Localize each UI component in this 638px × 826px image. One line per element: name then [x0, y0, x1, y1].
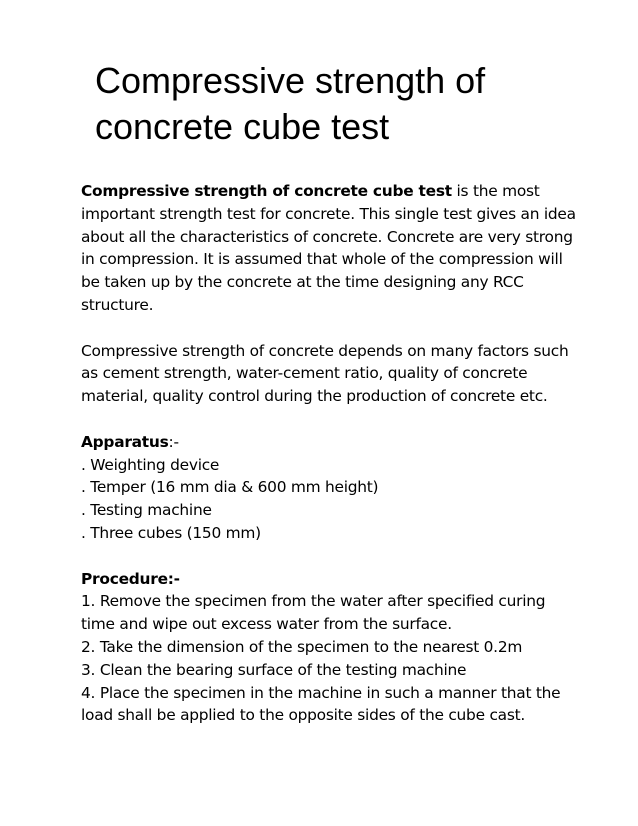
paragraph-gap [81, 545, 601, 568]
procedure-line: 4. Place the specimen in the machine in such a manner that the [81, 683, 561, 702]
procedure-heading: Procedure:- [81, 569, 180, 588]
intro-line-1 [81, 180, 601, 203]
apparatus-section [81, 431, 601, 545]
title-line-1: Compressive strength of [95, 60, 486, 101]
factors-line: material, quality control during the production of concrete etc. [81, 387, 548, 406]
procedure-section [81, 568, 601, 728]
paragraph-gap [81, 317, 601, 340]
intro-line: about all the characteristics of concrete. Concrete are very strong [81, 227, 573, 246]
title-line-2: concrete cube test [95, 106, 390, 147]
apparatus-heading-suffix: :- [168, 432, 179, 451]
intro-line: in compression. It is assumed that whole of the compression will [81, 250, 563, 269]
procedure-line: time and wipe out excess water from the surface. [81, 615, 452, 634]
apparatus-item: . Temper (16 mm dia & 600 mm height) [81, 478, 379, 497]
intro-line: structure. [81, 295, 154, 314]
apparatus-heading: Apparatus [81, 432, 169, 451]
document-body [81, 180, 601, 727]
factors-paragraph [81, 340, 601, 408]
procedure-line: 3. Clean the bearing surface of the testing machine [81, 660, 467, 679]
intro-line-1-rest: is the most [451, 182, 540, 200]
apparatus-item: . Testing machine [81, 501, 212, 520]
page-title [95, 58, 595, 150]
intro-paragraph [81, 180, 601, 317]
intro-line: important strength test for concrete. This single test gives an idea [81, 204, 576, 223]
procedure-line: load shall be applied to the opposite sides of the cube cast. [81, 706, 526, 725]
procedure-line: 1. Remove the specimen from the water after specified curing [81, 592, 546, 611]
intro-bold-lead: Compressive strength of concrete cube test [81, 182, 452, 200]
apparatus-heading-line [81, 431, 601, 454]
intro-line: be taken up by the concrete at the time designing any RCC [81, 273, 524, 292]
factors-line: Compressive strength of concrete depends on many factors such [81, 341, 569, 360]
apparatus-item: . Weighting device [81, 455, 220, 474]
apparatus-item: . Three cubes (150 mm) [81, 523, 261, 542]
paragraph-gap [81, 408, 601, 431]
factors-line: as cement strength, water-cement ratio, quality of concrete [81, 364, 528, 383]
procedure-line: 2. Take the dimension of the specimen to the nearest 0.2m [81, 637, 523, 656]
